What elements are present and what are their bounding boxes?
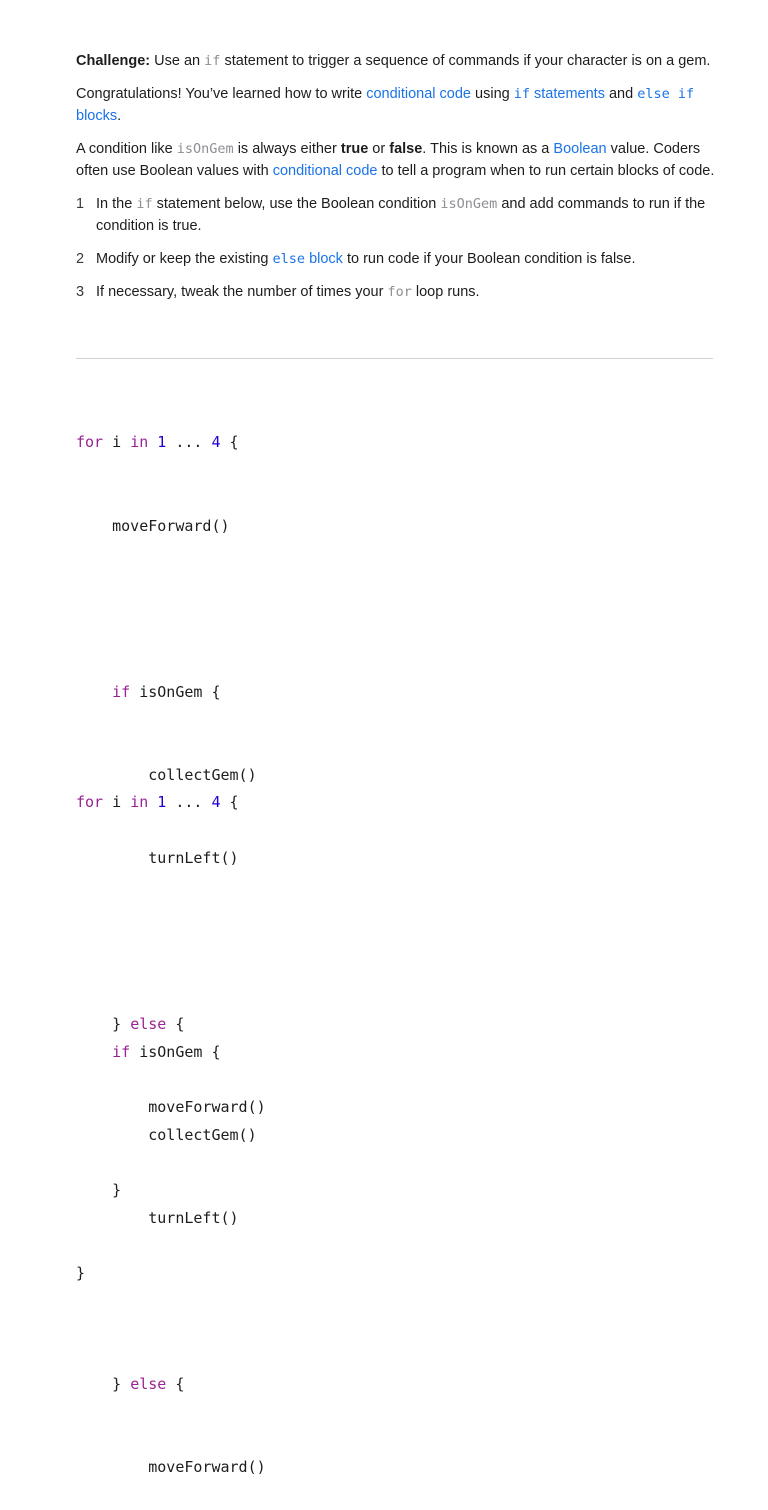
inline-code-isongem: isOnGem xyxy=(440,196,498,212)
step-item xyxy=(76,193,716,237)
else-block-link-text: block xyxy=(309,251,343,267)
or-text: or xyxy=(372,141,386,157)
code-token: ... xyxy=(175,433,203,452)
step-text: statement below, use the Boolean condition xyxy=(156,196,437,212)
command-move-forward[interactable]: moveForward() xyxy=(112,516,230,535)
else-if-link-code: else if xyxy=(637,86,695,102)
command-move-forward[interactable]: moveForward() xyxy=(148,1098,266,1117)
conditional-code-link-2[interactable]: conditional code xyxy=(272,163,378,179)
keyword-in: in xyxy=(130,433,149,452)
keyword-if: if xyxy=(112,1042,131,1061)
if-statements-link-code: if xyxy=(513,86,530,102)
code-line-empty[interactable] xyxy=(76,873,266,901)
command-turn-left[interactable]: turnLeft() xyxy=(148,1208,239,1227)
code-token: i xyxy=(112,433,122,452)
instructions xyxy=(76,50,716,314)
condition-is-on-gem[interactable]: isOnGem xyxy=(139,682,203,701)
step-text: loop runs. xyxy=(415,284,480,300)
false-text: false xyxy=(389,141,423,157)
code-line[interactable] xyxy=(76,1454,266,1482)
code-line-empty[interactable] xyxy=(76,1288,266,1316)
number-literal: 4 xyxy=(211,433,221,452)
code-token: { xyxy=(211,682,221,701)
code-token: } xyxy=(112,1181,122,1200)
inline-code-if: if xyxy=(136,196,153,212)
cond-text-3: . This is known as a xyxy=(422,141,550,157)
inline-code-isongem: isOnGem xyxy=(176,141,234,157)
step-number: 1 xyxy=(76,196,85,212)
number-literal: 1 xyxy=(157,793,167,812)
keyword-for: for xyxy=(76,793,104,812)
step-number: 2 xyxy=(76,251,85,267)
code-token: } xyxy=(112,1015,122,1034)
code-token: } xyxy=(112,1375,122,1394)
code-token: { xyxy=(211,1042,221,1061)
cond-text: A condition like xyxy=(76,141,173,157)
step-item xyxy=(76,281,716,303)
code-token: { xyxy=(175,1375,185,1394)
step-text: Modify or keep the existing xyxy=(96,251,269,267)
congrats-text-2: using xyxy=(475,86,510,102)
command-collect-gem[interactable]: collectGem() xyxy=(148,765,257,784)
step-text: If necessary, tweak the number of times your xyxy=(96,284,384,300)
divider xyxy=(76,358,713,359)
code-line[interactable] xyxy=(76,679,266,707)
if-statements-link[interactable] xyxy=(514,86,605,102)
else-block-link-code: else xyxy=(272,251,306,267)
keyword-for: for xyxy=(76,433,104,452)
steps-list xyxy=(76,193,716,303)
code-line[interactable] xyxy=(76,789,266,817)
code-line[interactable] xyxy=(76,1371,266,1399)
code-line-empty[interactable] xyxy=(76,956,266,984)
condition-is-on-gem[interactable]: isOnGem xyxy=(139,1042,203,1061)
keyword-if: if xyxy=(112,682,131,701)
challenge-text: Use an xyxy=(154,53,201,69)
command-turn-left[interactable]: turnLeft() xyxy=(148,848,239,867)
code-token: ... xyxy=(175,793,203,812)
code-token: { xyxy=(229,433,239,452)
keyword-in: in xyxy=(130,793,149,812)
code-token: } xyxy=(76,1264,86,1283)
code-line[interactable] xyxy=(76,1039,266,1067)
step-text: In the xyxy=(96,196,133,212)
challenge-paragraph xyxy=(76,50,716,72)
code-token: { xyxy=(229,793,239,812)
code-line[interactable] xyxy=(76,429,266,457)
code-line[interactable] xyxy=(76,1205,266,1233)
command-collect-gem[interactable]: collectGem() xyxy=(148,1125,257,1144)
code-line[interactable] xyxy=(76,513,266,541)
condition-paragraph xyxy=(76,138,716,182)
keyword-else: else xyxy=(130,1375,167,1394)
number-literal: 4 xyxy=(211,793,221,812)
code-line[interactable] xyxy=(76,1122,266,1150)
cond-text-4: value. Coders often use Boolean values with xyxy=(76,141,701,179)
cond-text-2: is always either xyxy=(237,141,337,157)
inline-code-for: for xyxy=(387,284,412,300)
code-token: i xyxy=(112,793,122,812)
inline-code-if: if xyxy=(204,53,221,69)
number-literal: 1 xyxy=(157,433,167,452)
step-text: to run code if your Boolean condition is false. xyxy=(346,251,636,267)
congrats-paragraph xyxy=(76,83,716,127)
conditional-code-link[interactable]: conditional code xyxy=(366,86,471,102)
code-token: { xyxy=(175,1015,185,1034)
else-if-link-text: blocks xyxy=(76,108,118,124)
if-statements-link-text: statements xyxy=(534,86,605,102)
code-line-empty[interactable] xyxy=(76,596,266,624)
else-block-link[interactable] xyxy=(273,251,343,267)
keyword-else: else xyxy=(130,1015,167,1034)
step-item xyxy=(76,248,716,270)
code-editor-block-2[interactable] xyxy=(76,734,266,1510)
command-move-forward[interactable]: moveForward() xyxy=(148,1458,266,1477)
true-text: true xyxy=(340,141,369,157)
challenge-text-2: statement to trigger a sequence of commands if your character is on a gem. xyxy=(224,53,711,69)
congrats-text-3: and xyxy=(608,86,634,102)
challenge-label: Challenge: xyxy=(76,53,151,69)
step-text: and add commands to run if the condition is true. xyxy=(96,196,706,234)
boolean-link[interactable]: Boolean xyxy=(553,141,607,157)
congrats-text: Congratulations! You’ve learned how to write xyxy=(76,86,363,102)
cond-text-5: to tell a program when to run certain blocks of code. xyxy=(381,163,715,179)
period: . xyxy=(117,108,122,124)
step-number: 3 xyxy=(76,284,85,300)
